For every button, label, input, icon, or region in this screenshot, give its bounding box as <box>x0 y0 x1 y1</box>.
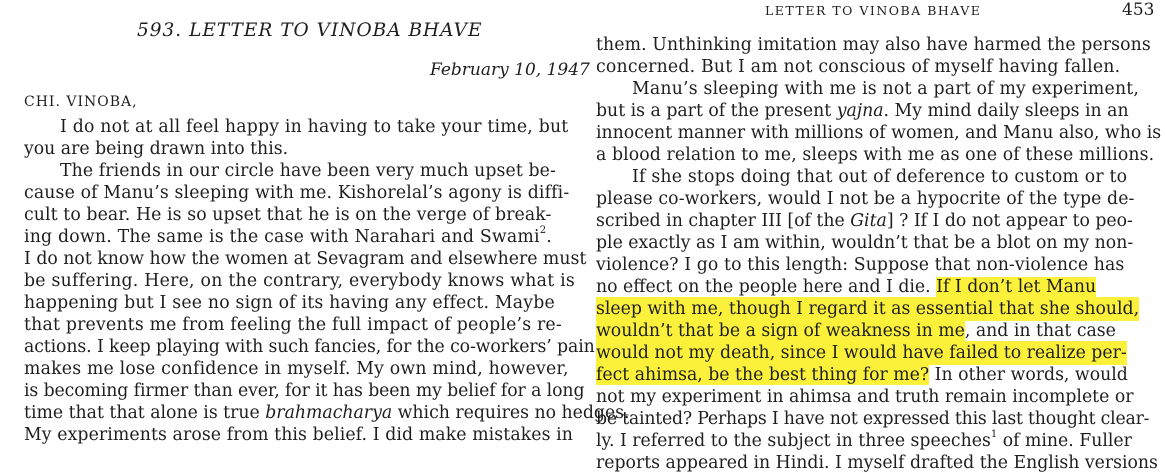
text-span: . My mind daily sleeps in an <box>883 101 1129 121</box>
highlighted-text: If I don’t let Manu <box>936 277 1097 297</box>
text-line <box>596 99 1129 123</box>
italic-term: yajna <box>836 101 884 121</box>
text-line: ple exactly as I am within, wouldn’t that be a blot on my non- <box>596 233 1134 253</box>
text-span: but is a part of the present <box>596 101 837 121</box>
text-line: cause of Manu’s sleeping with me. Kishorelal’s agony is diffi- <box>24 183 570 203</box>
text-line <box>596 429 1132 453</box>
footnote-marker: 1 <box>990 429 998 441</box>
text-line: My experiments arose from this belief. I did make mistakes in <box>24 425 574 445</box>
text-line: please co-workers, would I not be a hypocrite of the type de- <box>596 189 1135 209</box>
text-line: I do not at all feel happy in having to take your time, but <box>60 117 569 137</box>
text-line: ing down. The same is the case with Narahari and Swami$^2$. <box>24 225 552 247</box>
text-span: time that that alone is true <box>24 403 266 423</box>
text-line: makes me lose confidence in myself. My own mind, however, <box>24 359 569 379</box>
text-line <box>596 363 1128 387</box>
text-line: not my experiment in ahimsa and truth remain incomplete or <box>596 387 1134 407</box>
text-line: happening but I see no sign of its having any effect. Maybe <box>24 293 555 313</box>
salutation: CHI. VINOBA, <box>24 94 138 110</box>
text-line: I do not know how the women at Sevagram and elsewhere must <box>24 249 587 269</box>
text-line: a blood relation to me, sleeps with me as one of these millions. <box>596 145 1155 165</box>
text-line: innocent manner with millions of women, and Manu also, who is <box>596 123 1162 143</box>
highlighted-text-line: would not my death, since I would have failed to realize per- <box>596 343 1127 363</box>
italic-term: Gita <box>850 211 887 231</box>
text-line: Manu’s sleeping with me is not a part of my experiment, <box>632 79 1140 99</box>
letter-title: 593. LETTER TO VINOBA BHAVE <box>137 20 483 41</box>
text-line: be suffering. Here, on the contrary, everybody knows what is <box>24 271 576 291</box>
text-span: of mine. Fuller <box>997 431 1132 451</box>
text-line: that prevents me from feeling the full impact of people’s re- <box>24 315 562 335</box>
text-span: ing down. The same is the case with Narahari and Swami <box>24 227 540 247</box>
text-span: In other words, would <box>929 365 1128 385</box>
text-line: them. Unthinking imitation may also have harmed the persons <box>596 35 1151 55</box>
text-line: violence? I go to this length: Suppose that non-violence has <box>596 255 1125 275</box>
text-line: cult to bear. He is so upset that he is on the verge of break- <box>24 205 552 225</box>
text-span: ] ? If I do not appear to peo- <box>886 211 1133 231</box>
text-span: , and in that case <box>964 321 1116 341</box>
text-line: The friends in our circle have been very much upset be- <box>60 161 556 181</box>
text-line: If she stops doing that out of deference to custom or to <box>632 167 1128 187</box>
text-line: concerned. But I am not conscious of myself having fallen. <box>596 57 1121 77</box>
text-span: scribed in chapter III [of the <box>596 211 851 231</box>
text-line <box>596 319 1116 343</box>
text-line: you are being drawn into this. <box>24 139 289 159</box>
text-line: be tainted? Perhaps I have not expressed this last thought clear- <box>596 409 1150 429</box>
text-span: which requires no hedges. <box>392 403 630 423</box>
text-span: ly. I referred to the subject in three speeches <box>596 431 991 451</box>
italic-term: brahmacharya <box>265 403 393 423</box>
highlighted-text: fect ahimsa, be the best thing for me? <box>596 365 930 385</box>
text-line: actions. I keep playing with such fancies, for the co-workers’ pain <box>24 337 595 357</box>
footnote-marker: 2 <box>539 225 547 237</box>
running-head: LETTER TO VINOBA BHAVE <box>765 3 982 18</box>
text-line <box>24 401 630 425</box>
text-line <box>596 275 1096 299</box>
text-span: no effect on the people here and I die. <box>596 277 937 297</box>
text-line: is becoming firmer than ever, for it has been my belief for a long <box>24 381 585 401</box>
letter-date: February 10, 1947 <box>430 60 590 80</box>
highlighted-text: wouldn’t that be a sign of weakness in me <box>596 321 965 341</box>
page-number: 453 <box>1122 0 1155 20</box>
text-line: reports appeared in Hindi. I myself drafted the English versions <box>596 453 1158 473</box>
text-line <box>596 209 1133 233</box>
highlighted-text-line: sleep with me, though I regard it as essential that she should, <box>596 299 1140 319</box>
